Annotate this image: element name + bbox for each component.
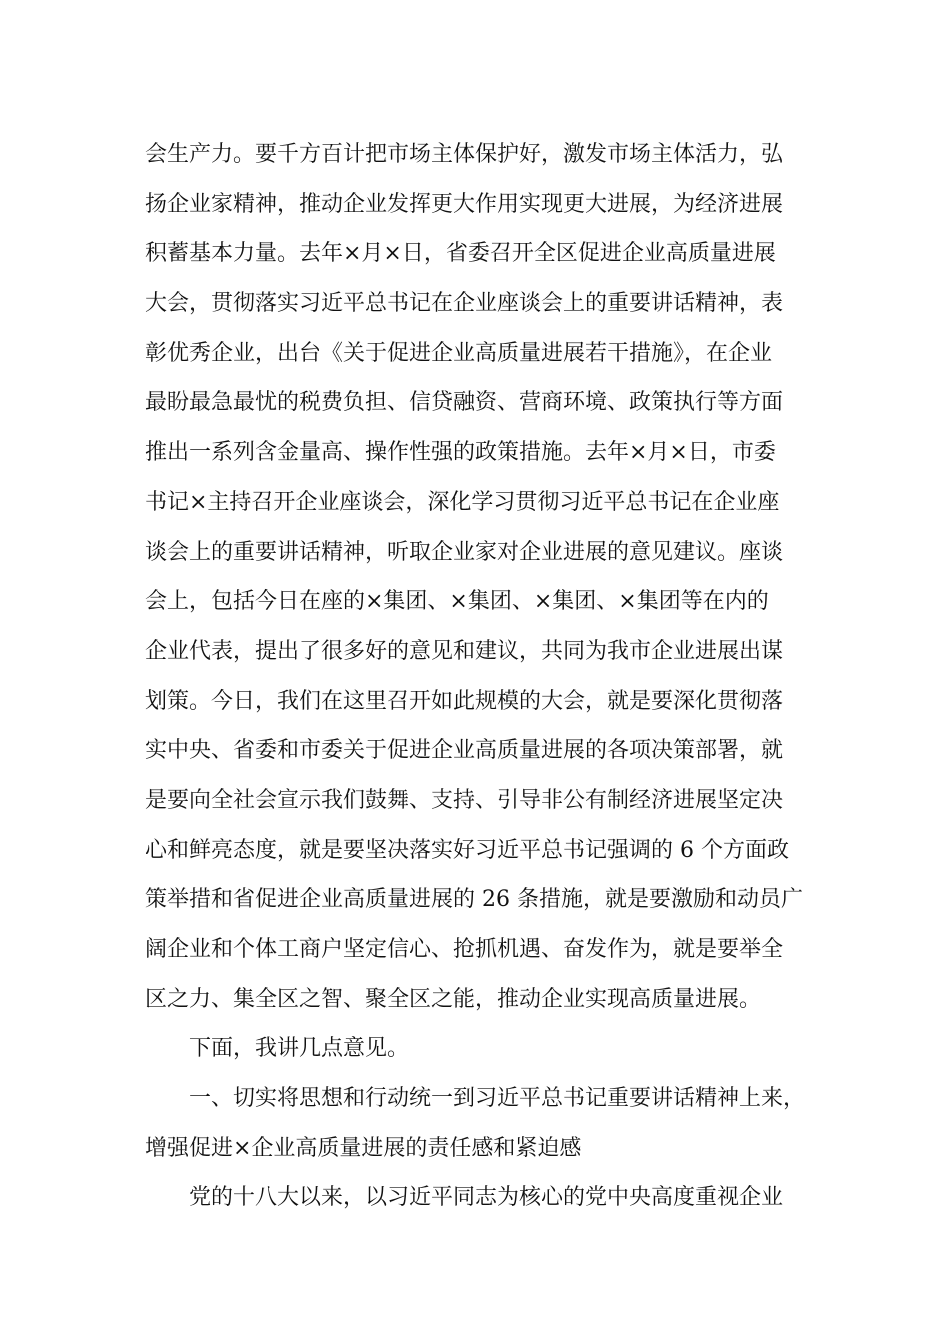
document-body [145,130,825,1223]
text-line: 会生产力。要千方百计把市场主体保护好，激发市场主体活力，弘 [145,142,784,167]
text-line: 书记×主持召开企业座谈会，深化学习贯彻习近平总书记在企业座 [145,489,780,515]
text-line: 推出一系列含金量高、操作性强的政策措施。去年×月×日，市委 [145,440,776,466]
text-line: 心和鲜亮态度，就是要坚决落实好习近平总书记强调的 6 个方面政 [145,837,789,863]
text-line: 下面，我讲几点意见。 [189,1036,410,1062]
text-line: 区之力、集全区之智、聚全区之能，推动企业实现高质量进展。 [145,986,762,1012]
text-line: 扬企业家精神，推动企业发挥更大作用实现更大进展，为经济进展 [145,191,784,217]
text-line: 谈会上的重要讲话精神，听取企业家对企业进展的意见建议。座谈 [145,539,784,565]
text-line: 积蓄基本力量。去年×月×日，省委召开全区促进企业高质量进展 [145,241,776,267]
text-line: 最盼最急最忧的税费负担、信贷融资、营商环境、政策执行等方面 [145,390,784,416]
text-line: 会上，包括今日在座的×集团、×集团、×集团、×集团等在内的 [145,589,769,615]
text-line: 是要向全社会宣示我们鼓舞、支持、引导非公有制经济进展坚定决 [145,787,784,813]
text-line: 策举措和省促进企业高质量进展的 26 条措施，就是要激励和动员广 [145,887,803,913]
text-line: 实中央、省委和市委关于促进企业高质量进展的各项决策部署，就 [145,738,784,764]
text-line: 党的十八大以来，以习近平同志为核心的党中央高度重视企业 [189,1185,784,1211]
text-line: 阔企业和个体工商户坚定信心、抢抓机遇、奋发作为，就是要举全 [145,937,784,962]
text-line: 划策。今日，我们在这里召开如此规模的大会，就是要深化贯彻落 [145,688,784,714]
text-line: 一、切实将思想和行动统一到习近平总书记重要讲话精神上来， [189,1086,806,1112]
text-line: 企业代表，提出了很多好的意见和建议，共同为我市企业进展出谋 [145,638,784,664]
text-line: 增强促进×企业高质量进展的责任感和紧迫感 [145,1135,582,1161]
text-line: 彰优秀企业，出台《关于促进企业高质量进展若干措施》，在企业 [145,340,773,366]
text-line: 大会，贯彻落实习近平总书记在企业座谈会上的重要讲话精神，表 [145,291,784,317]
